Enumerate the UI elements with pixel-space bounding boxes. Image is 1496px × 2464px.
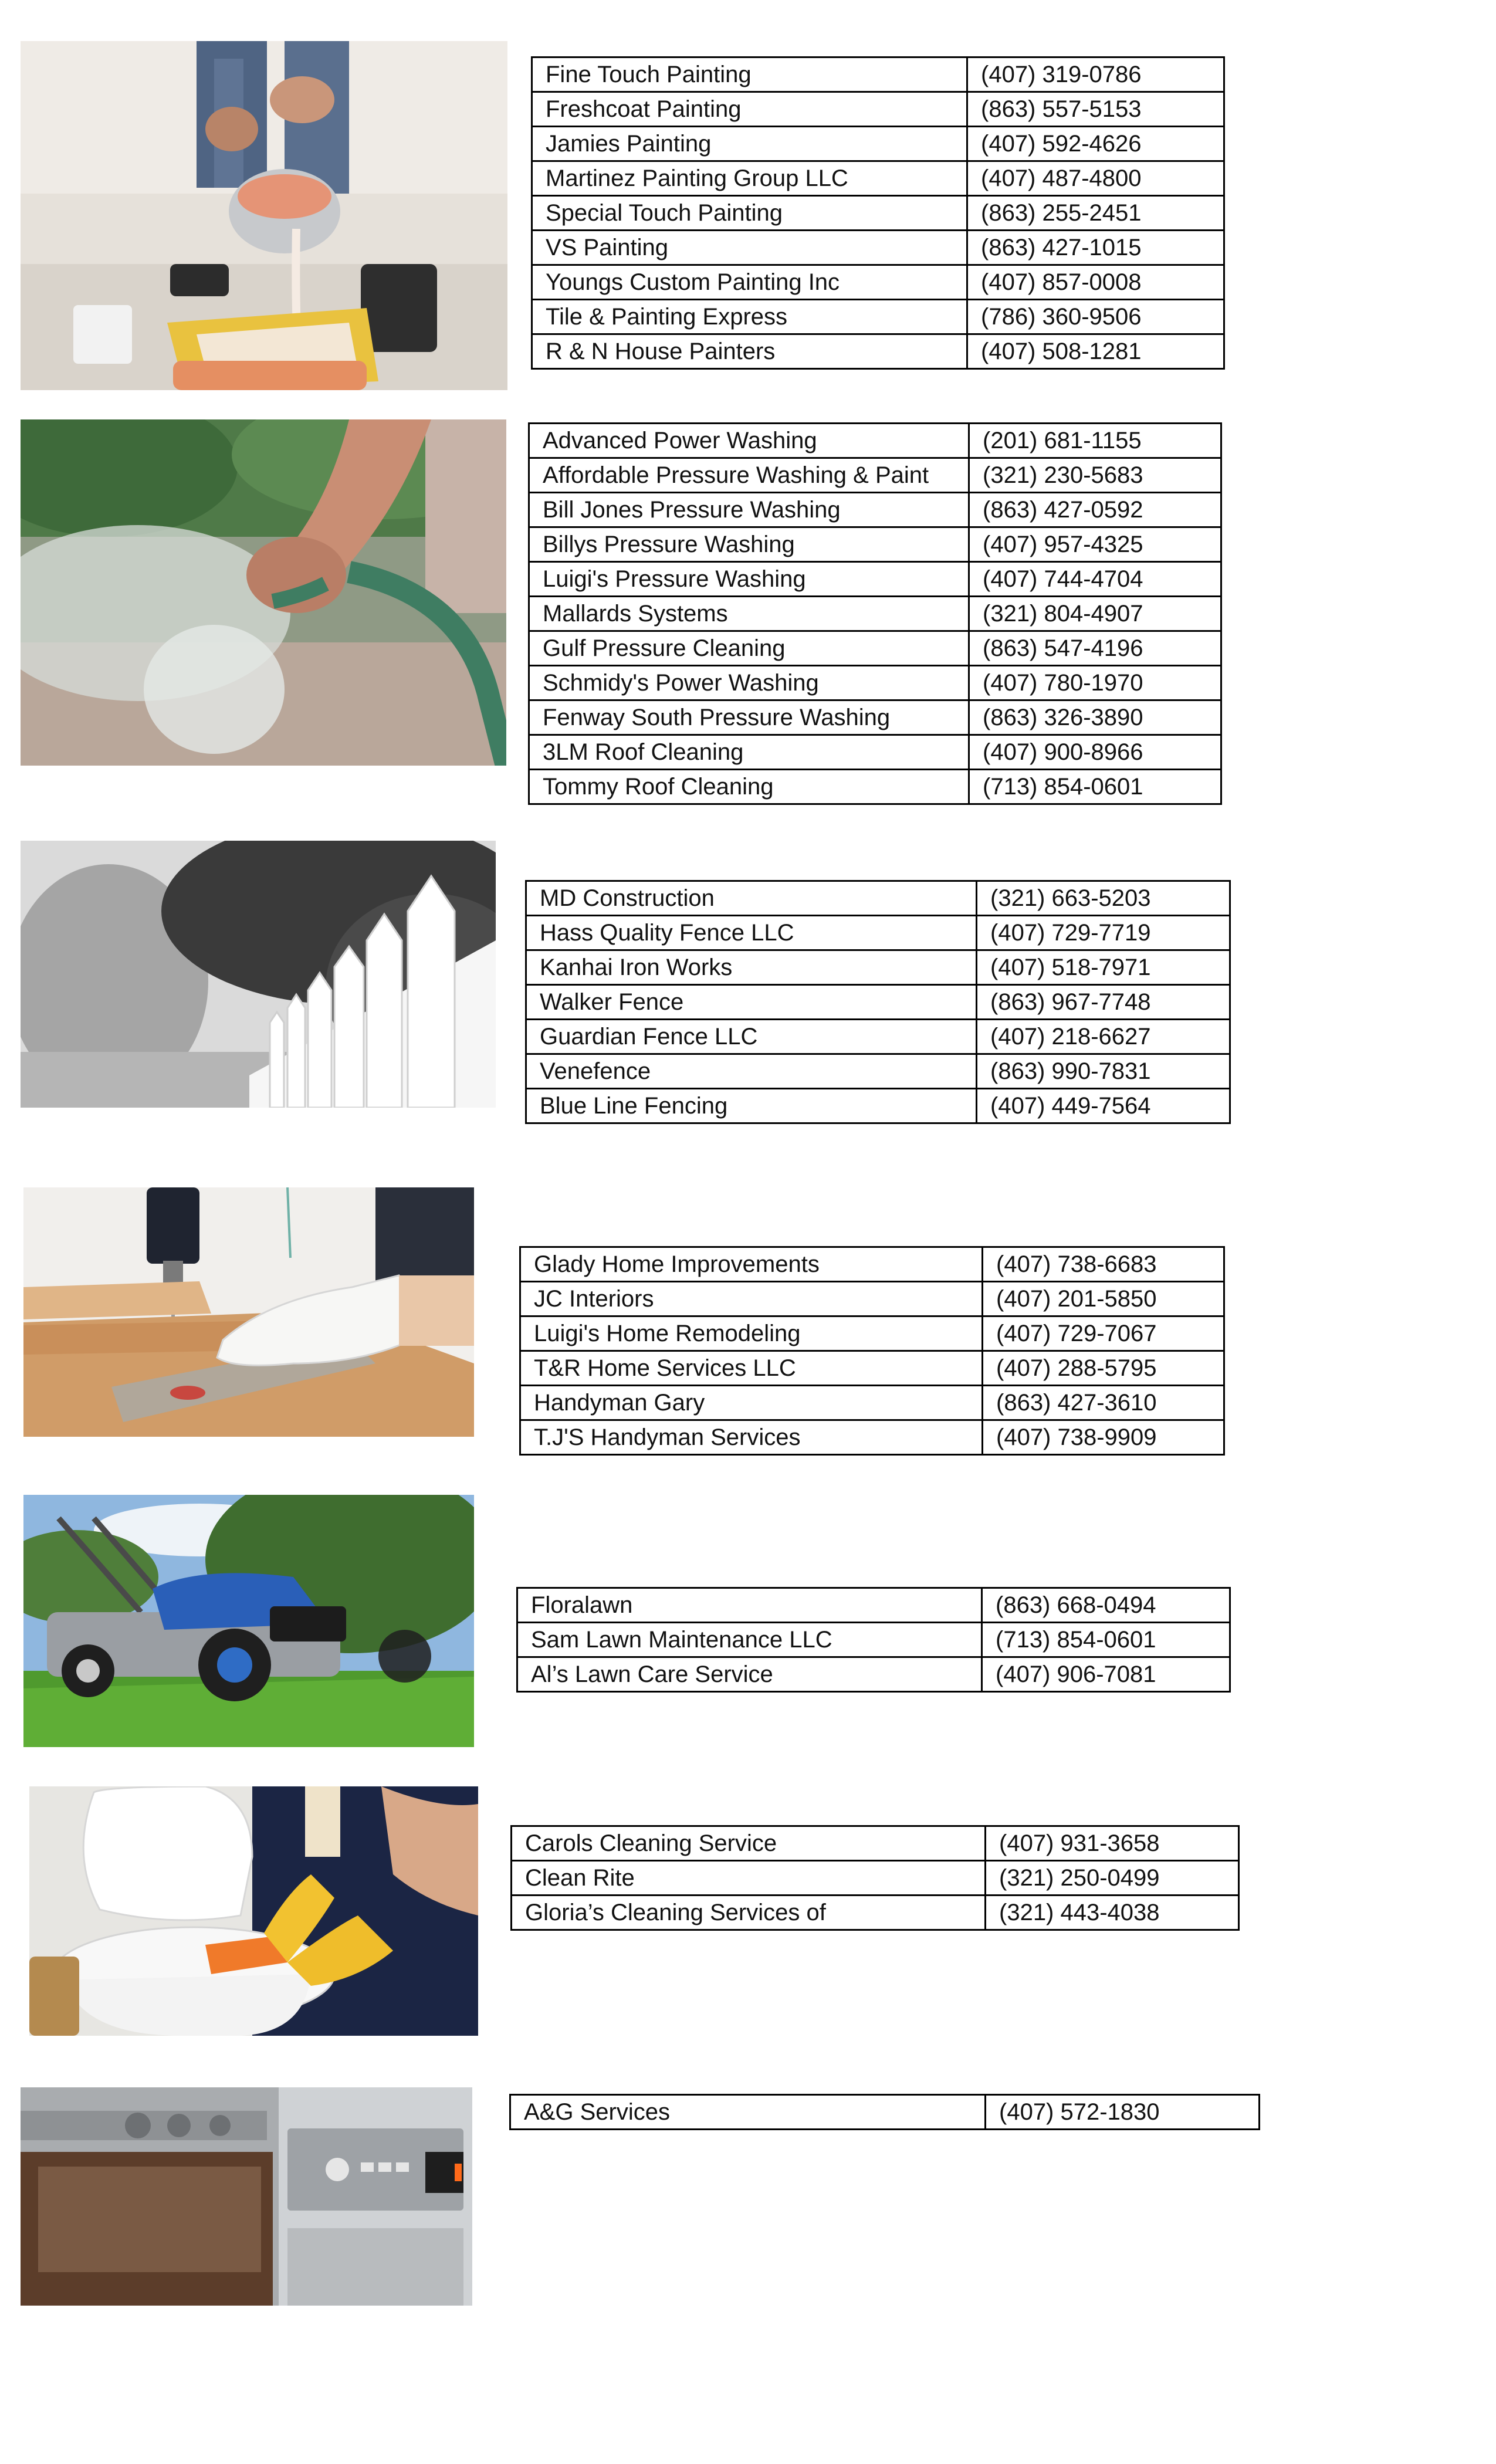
phone-number: (786) 360-9506 [967,300,1224,334]
drill-and-wood-photo [23,1187,474,1437]
painting-table [531,56,1225,370]
business-name: Luigi's Pressure Washing [529,562,969,597]
pressure-washing-table [528,422,1222,805]
phone-number: (407) 857-0008 [967,265,1224,300]
phone-number: (407) 508-1281 [967,334,1224,369]
business-name: Carols Cleaning Service [512,1826,986,1861]
phone-number: (407) 780-1970 [969,666,1221,700]
phone-number: (713) 854-0601 [969,770,1221,804]
business-name: Gloria’s Cleaning Services of [512,1896,986,1930]
table-row [512,1826,1239,1861]
table-row [526,916,1230,950]
table-body [510,2095,1260,2130]
business-name: Advanced Power Washing [529,424,969,458]
phone-number: (863) 255-2451 [967,196,1224,231]
table-row [517,1623,1230,1657]
fencing-table [525,880,1231,1124]
phone-number: (863) 990-7831 [977,1054,1230,1089]
table-row [532,231,1224,265]
table-row [526,1089,1230,1123]
phone-number: (407) 592-4626 [967,127,1224,161]
phone-number: (321) 250-0499 [986,1861,1239,1896]
toilet-cleaning-photo [29,1786,478,2036]
table-row [526,950,1230,985]
table-row [520,1386,1224,1420]
phone-number: (407) 729-7719 [977,916,1230,950]
business-name: Blue Line Fencing [526,1089,977,1123]
business-name: Freshcoat Painting [532,92,967,127]
table-body [532,57,1224,369]
phone-number: (407) 738-6683 [983,1247,1224,1282]
kitchen-appliances-photo [21,2087,472,2306]
phone-number: (863) 427-3610 [983,1386,1224,1420]
phone-number: (407) 218-6627 [977,1020,1230,1054]
business-name: 3LM Roof Cleaning [529,735,969,770]
business-name: Fenway South Pressure Washing [529,700,969,735]
phone-number: (863) 557-5153 [967,92,1224,127]
business-name: T&R Home Services LLC [520,1351,983,1386]
business-name: JC Interiors [520,1282,983,1316]
table-row [529,527,1221,562]
table-body [520,1247,1224,1455]
business-name: Kanhai Iron Works [526,950,977,985]
table-row [532,265,1224,300]
table-row [520,1351,1224,1386]
phone-number: (407) 738-9909 [983,1420,1224,1455]
business-name: A&G Services [510,2095,986,2130]
table-row [529,631,1221,666]
lawn-mower-photo [23,1495,474,1747]
business-name: Clean Rite [512,1861,986,1896]
phone-number: (407) 518-7971 [977,950,1230,985]
phone-number: (321) 804-4907 [969,597,1221,631]
phone-number: (407) 201-5850 [983,1282,1224,1316]
phone-number: (863) 427-0592 [969,493,1221,527]
table-row [532,196,1224,231]
phone-number: (407) 449-7564 [977,1089,1230,1123]
lawn-care-table [516,1587,1231,1693]
table-row [517,1657,1230,1692]
phone-number: (407) 572-1830 [986,2095,1260,2130]
business-name: Gulf Pressure Cleaning [529,631,969,666]
business-name: Martinez Painting Group LLC [532,161,967,196]
business-name: Youngs Custom Painting Inc [532,265,967,300]
business-name: Guardian Fence LLC [526,1020,977,1054]
business-name: Tommy Roof Cleaning [529,770,969,804]
table-body [517,1588,1230,1692]
phone-number: (321) 443-4038 [986,1896,1239,1930]
phone-number: (321) 663-5203 [977,881,1230,916]
business-name: Affordable Pressure Washing & Paint [529,458,969,493]
business-name: Walker Fence [526,985,977,1020]
table-row [517,1588,1230,1623]
table-body [512,1826,1239,1930]
business-name: Luigi's Home Remodeling [520,1316,983,1351]
business-name: Handyman Gary [520,1386,983,1420]
phone-number: (407) 729-7067 [983,1316,1224,1351]
table-row [532,300,1224,334]
phone-number: (863) 326-3890 [969,700,1221,735]
table-body [526,881,1230,1123]
business-name: Schmidy's Power Washing [529,666,969,700]
business-name: Mallards Systems [529,597,969,631]
business-name: Sam Lawn Maintenance LLC [517,1623,982,1657]
table-row [529,493,1221,527]
table-row [532,161,1224,196]
table-row [529,666,1221,700]
table-row [532,127,1224,161]
table-row [510,2095,1260,2130]
appliance-table [509,2094,1260,2130]
table-row [529,424,1221,458]
table-row [532,57,1224,92]
business-name: Floralawn [517,1588,982,1623]
phone-number: (407) 957-4325 [969,527,1221,562]
table-row [526,1020,1230,1054]
business-name: Bill Jones Pressure Washing [529,493,969,527]
business-name: Jamies Painting [532,127,967,161]
business-name: Hass Quality Fence LLC [526,916,977,950]
phone-number: (407) 931-3658 [986,1826,1239,1861]
phone-number: (863) 427-1015 [967,231,1224,265]
table-row [520,1247,1224,1282]
phone-number: (863) 668-0494 [982,1588,1230,1623]
table-body [529,424,1221,804]
phone-number: (321) 230-5683 [969,458,1221,493]
business-name: Venefence [526,1054,977,1089]
phone-number: (407) 744-4704 [969,562,1221,597]
phone-number: (407) 900-8966 [969,735,1221,770]
phone-number: (713) 854-0601 [982,1623,1230,1657]
white-picket-fence-photo [21,841,496,1108]
business-name: Billys Pressure Washing [529,527,969,562]
business-name: MD Construction [526,881,977,916]
table-row [512,1861,1239,1896]
business-name: T.J'S Handyman Services [520,1420,983,1455]
table-row [526,881,1230,916]
business-name: Fine Touch Painting [532,57,967,92]
table-row [529,770,1221,804]
table-row [529,735,1221,770]
table-row [520,1282,1224,1316]
table-row [529,700,1221,735]
paint-pouring-photo [21,41,507,390]
cleaning-table [510,1825,1240,1931]
table-row [529,562,1221,597]
table-row [526,1054,1230,1089]
business-name: Tile & Painting Express [532,300,967,334]
phone-number: (863) 967-7748 [977,985,1230,1020]
phone-number: (201) 681-1155 [969,424,1221,458]
table-row [532,92,1224,127]
business-name: Special Touch Painting [532,196,967,231]
table-row [512,1896,1239,1930]
table-row [529,597,1221,631]
phone-number: (407) 288-5795 [983,1351,1224,1386]
hose-spray-photo [21,419,506,766]
table-row [532,334,1224,369]
phone-number: (863) 547-4196 [969,631,1221,666]
phone-number: (407) 487-4800 [967,161,1224,196]
table-row [529,458,1221,493]
business-name: VS Painting [532,231,967,265]
phone-number: (407) 906-7081 [982,1657,1230,1692]
table-row [526,985,1230,1020]
business-name: Glady Home Improvements [520,1247,983,1282]
phone-number: (407) 319-0786 [967,57,1224,92]
business-name: Al’s Lawn Care Service [517,1657,982,1692]
table-row [520,1420,1224,1455]
handyman-table [519,1246,1225,1456]
table-row [520,1316,1224,1351]
business-name: R & N House Painters [532,334,967,369]
